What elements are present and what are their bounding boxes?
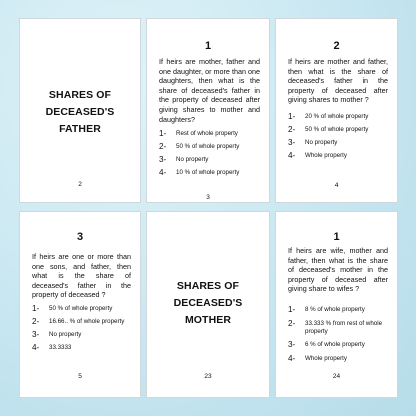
question-number: 3 [76, 231, 84, 243]
option-2[interactable]: 2- 50 % of whole property [159, 142, 240, 151]
option-1[interactable]: 1- Rest of whole property [159, 129, 238, 138]
question-text: If heirs are wife, mother and father, then what is the share of deceased's mother in the property of deceased after giving share to wifes ? [288, 246, 388, 294]
page-card-3 [146, 18, 270, 203]
question-text: If heirs are mother and father, then what is the share of deceased's father in the property of deceased after giving shares to mother ? [288, 57, 388, 105]
page-number: 23 [204, 373, 212, 380]
answer-options [288, 113, 391, 160]
page-card-4 [275, 18, 398, 203]
option-3[interactable]: 3- 6 % of whole property [288, 340, 365, 349]
option-4[interactable]: 4- Whole property [288, 354, 347, 363]
question-number: 2 [333, 40, 340, 52]
question-text: If heirs are mother, father and one daughter, or more than one daughters, then what is the share of deceased's father in the property of deceased after giving shares to mother and daughters? [159, 57, 260, 124]
option-2[interactable]: 2- 33.333 % from rest of whole property [288, 319, 383, 335]
page-number: 4 [334, 182, 339, 189]
option-1[interactable]: 1- 50 % of whole property [32, 304, 113, 313]
page-card-24 [275, 211, 398, 398]
question-text: If heirs are one or more than one sons, and father, then what is the share of deceased's father in the property of deceased ? [32, 252, 131, 300]
section-title: SHARES OF DECEASED'S FATHER [45, 89, 115, 135]
page-number: 3 [206, 194, 210, 201]
answer-options [159, 130, 263, 177]
answer-options [32, 305, 134, 352]
page-card-23 [146, 211, 270, 398]
option-1[interactable]: 1- 8 % of whole property [288, 305, 365, 314]
question-number: 1 [333, 231, 340, 243]
option-3[interactable]: 3- No property [159, 155, 209, 164]
option-3[interactable]: 3- No property [288, 138, 338, 147]
answer-options [288, 306, 391, 363]
option-4[interactable]: 4- 10 % of whole property [159, 168, 240, 177]
page-number: 2 [78, 181, 82, 188]
option-3[interactable]: 3- No property [32, 330, 82, 339]
option-1[interactable]: 1- 20 % of whole property [288, 112, 369, 121]
option-4[interactable]: 4- 33.3333 [32, 343, 72, 352]
page-number: 5 [78, 373, 82, 380]
option-2[interactable]: 2- 50 % of whole property [288, 125, 369, 134]
option-2[interactable]: 2- 16.66.. % of whole property [32, 317, 125, 326]
section-title: SHARES OF DECEASED'S MOTHER [173, 280, 243, 326]
page-card-2 [19, 18, 141, 203]
question-number: 1 [204, 40, 212, 52]
page-card-5 [19, 211, 141, 398]
page-number: 24 [332, 373, 341, 380]
option-4[interactable]: 4- Whole property [288, 151, 347, 160]
